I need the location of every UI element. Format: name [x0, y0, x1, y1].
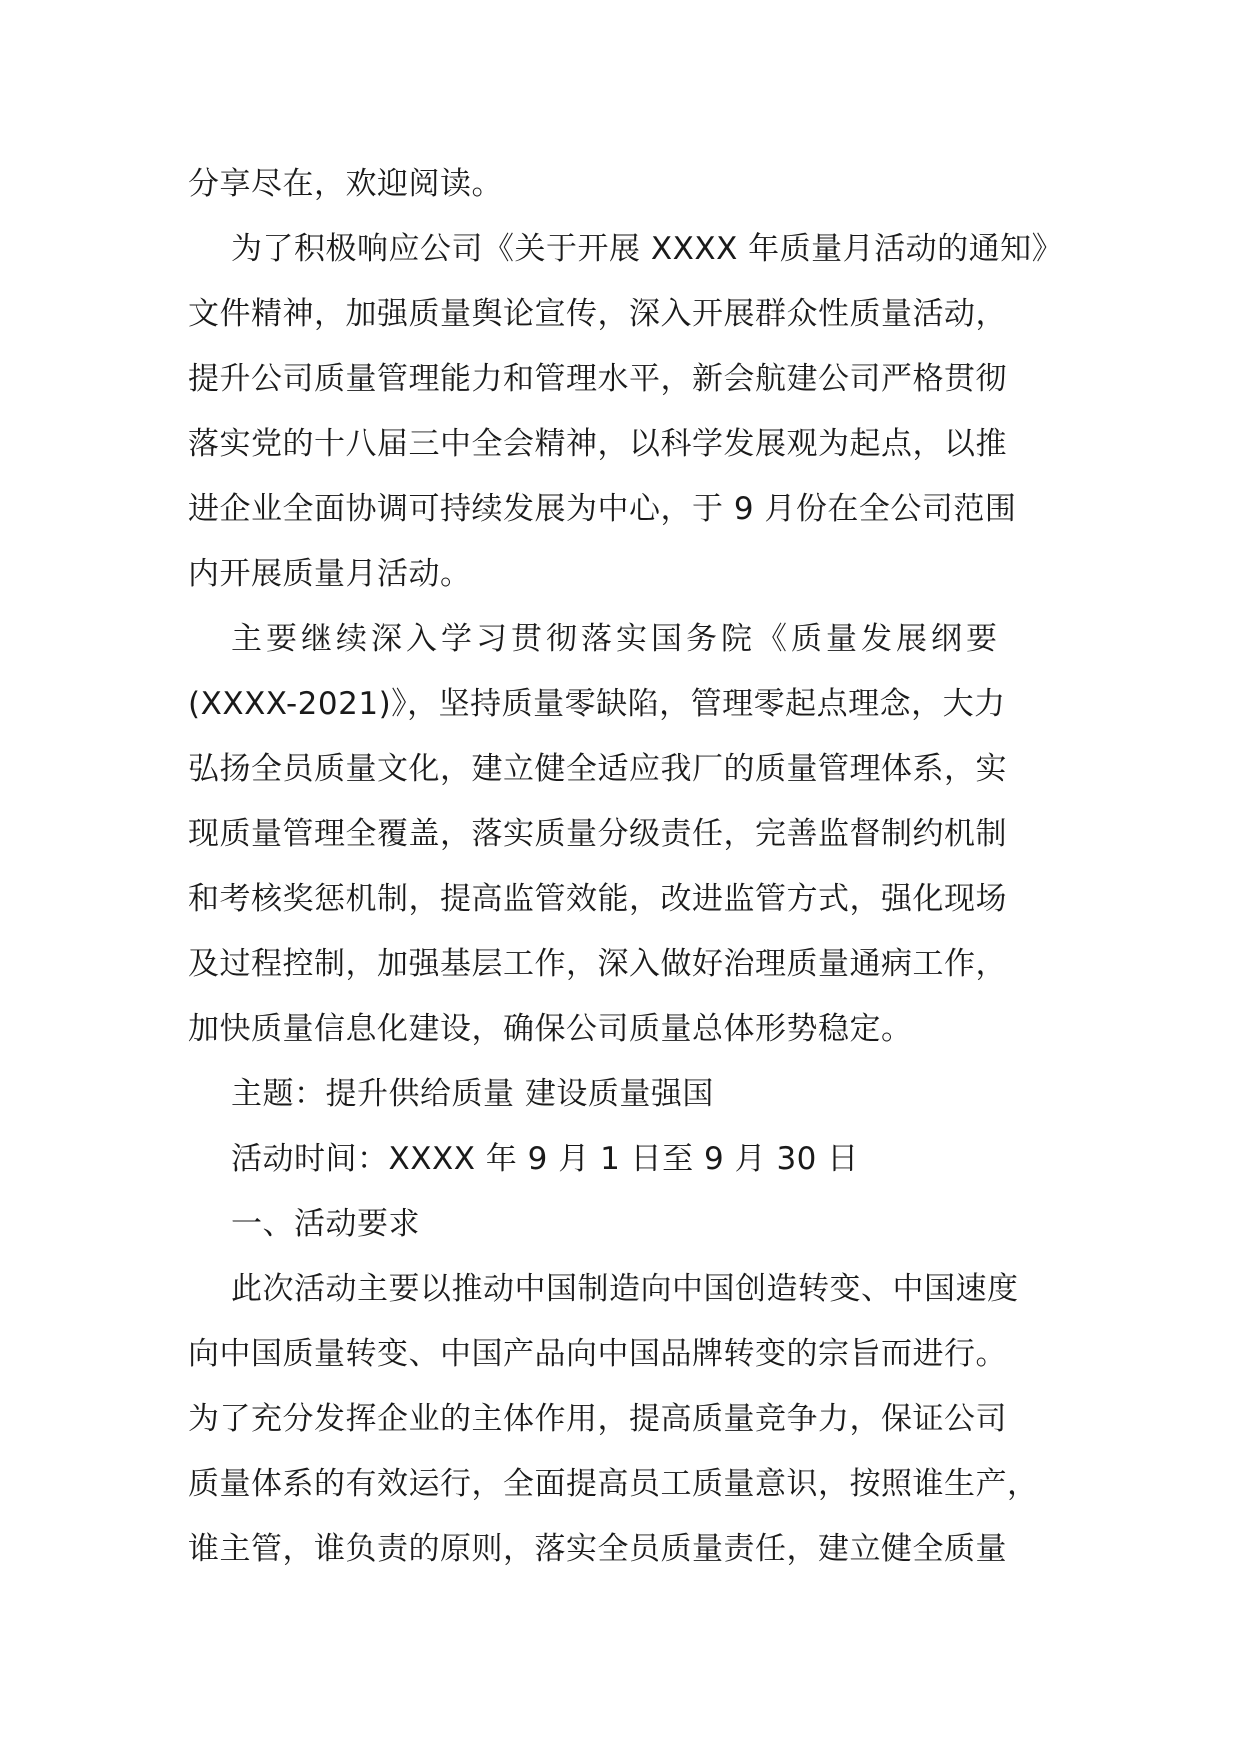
text-line: 进企业全面协调可持续发展为中心，于 9 月份在全公司范围 — [188, 491, 1017, 527]
activity-time-line: 活动时间：XXXX 年 9 月 1 日至 9 月 30 日 — [231, 1141, 859, 1177]
text-line: 文件精神，加强质量舆论宣传，深入开展群众性质量活动， — [188, 296, 1007, 332]
text-line: (XXXX-2021)》，坚持质量零缺陷，管理零起点理念，大力 — [188, 686, 1006, 722]
paragraph-first-line: 为了积极响应公司《关于开展 XXXX 年质量月活动的通知》 — [231, 231, 1064, 267]
text-line: 质量体系的有效运行，全面提高员工质量意识，按照谁生产， — [188, 1466, 1039, 1502]
text-line: 内开展质量月活动。 — [188, 556, 472, 592]
paragraph-first-line: 此次活动主要以推动中国制造向中国创造转变、中国速度 — [231, 1271, 1019, 1307]
text-line: 加快质量信息化建设，确保公司质量总体形势稳定。 — [188, 1011, 913, 1047]
text-line: 为了充分发挥企业的主体作用，提高质量竞争力，保证公司 — [188, 1401, 1007, 1437]
text-line: 分享尽在，欢迎阅读。 — [188, 166, 503, 202]
text-line: 及过程控制，加强基层工作，深入做好治理质量通病工作， — [188, 946, 1007, 982]
text-line: 和考核奖惩机制，提高监管效能，改进监管方式，强化现场 — [188, 881, 1007, 917]
text-line: 提升公司质量管理能力和管理水平，新会航建公司严格贯彻 — [188, 361, 1007, 397]
text-line: 谁主管，谁负责的原则，落实全员质量责任，建立健全质量 — [188, 1531, 1007, 1567]
text-line: 弘扬全员质量文化，建立健全适应我厂的质量管理体系，实 — [188, 751, 1007, 787]
text-line: 向中国质量转变、中国产品向中国品牌转变的宗旨而进行。 — [188, 1336, 1007, 1372]
document-body — [188, 152, 1068, 1582]
text-line: 落实党的十八届三中全会精神，以科学发展观为起点，以推 — [188, 426, 1007, 462]
section-heading: 一、活动要求 — [231, 1206, 420, 1242]
paragraph-first-line: 主要继续深入学习贯彻落实国务院《质量发展纲要 — [231, 621, 1001, 657]
text-line: 现质量管理全覆盖，落实质量分级责任，完善监督制约机制 — [188, 816, 1007, 852]
theme-line: 主题：提升供给质量 建设质量强国 — [231, 1076, 714, 1112]
